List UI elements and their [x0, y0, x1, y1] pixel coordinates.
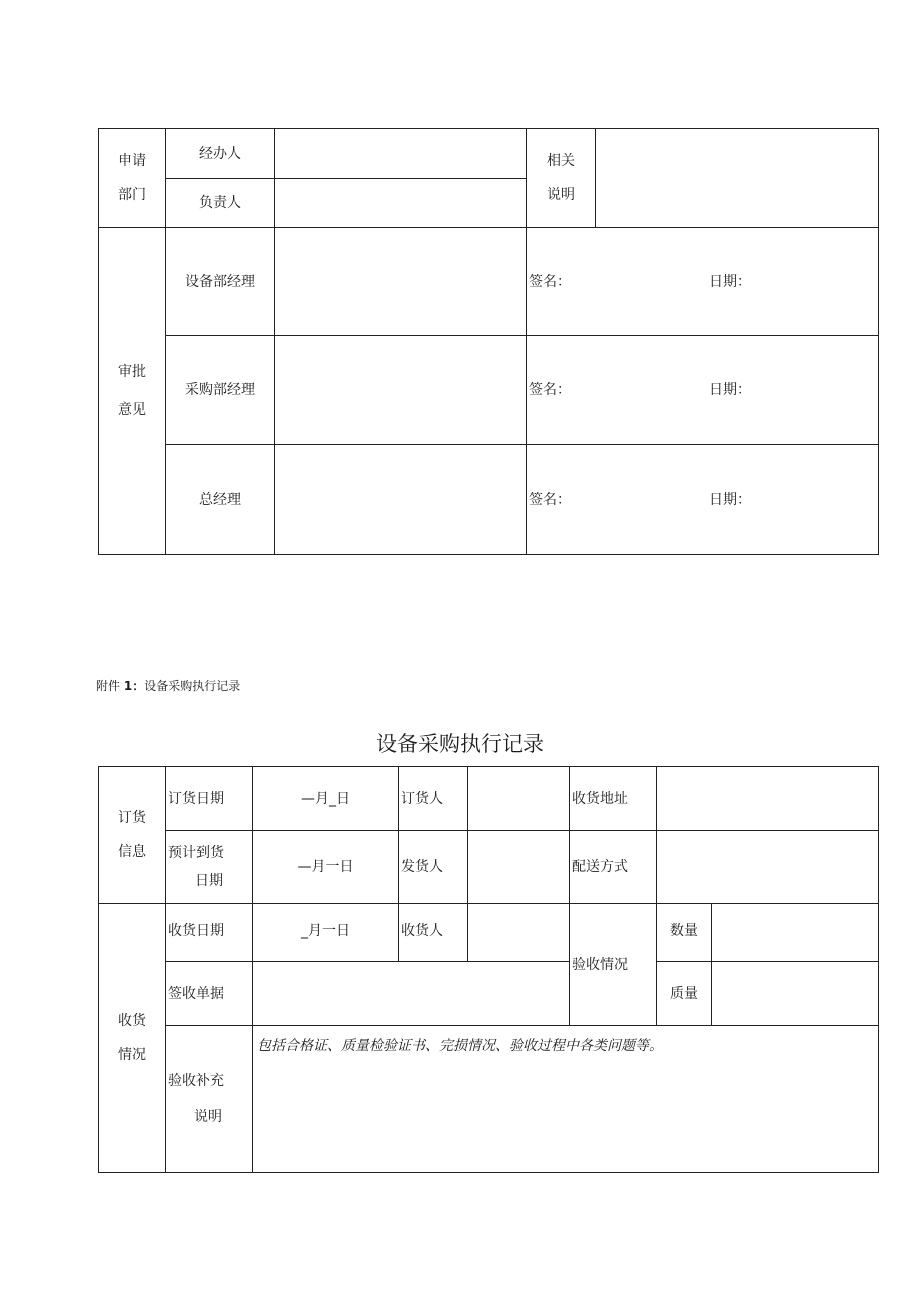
role-equipment-manager: 设备部经理: [166, 228, 275, 336]
expected-date-value[interactable]: —月一日: [253, 831, 399, 904]
sign-label: 签名：: [529, 382, 571, 398]
sign-doc-field[interactable]: [253, 962, 570, 1026]
receive-status-label: 收货 情况: [99, 904, 166, 1173]
opinion-field-equipment[interactable]: [275, 228, 527, 336]
form-title: 设备采购执行记录: [376, 732, 544, 756]
quality-label: 质量: [657, 962, 712, 1026]
order-date-value[interactable]: —月_日: [253, 767, 399, 831]
expected-date-label: 预计到货 日期: [166, 831, 253, 904]
shipper-label: 发货人: [399, 831, 468, 904]
receive-address-field[interactable]: [657, 767, 879, 831]
delivery-method-field[interactable]: [657, 831, 879, 904]
receiver-label: 收货人: [399, 904, 468, 962]
role-general-manager: 总经理: [166, 445, 275, 555]
supplement-hint: 包括合格证、质量检验证书、完损情况、验收过程中各类问题等。: [257, 1038, 663, 1054]
orderer-field[interactable]: [468, 767, 570, 831]
applicant-dept-label: 申请 部门: [99, 129, 166, 228]
role-procurement-manager: 采购部经理: [166, 336, 275, 445]
approval-opinion-label: 审批 意见: [99, 228, 166, 555]
sign-label: 签名：: [529, 491, 571, 508]
handler-label: 经办人: [166, 129, 275, 179]
orderer-label: 订货人: [399, 767, 468, 831]
supplement-label: 验收补充 说明: [166, 1026, 253, 1173]
date-label: 日期：: [709, 382, 751, 398]
date-label: 日期：: [709, 491, 751, 508]
receive-date-label: 收货日期: [166, 904, 253, 962]
responsible-field[interactable]: [275, 179, 527, 228]
date-label: 日期：: [709, 273, 751, 290]
handler-field[interactable]: [275, 129, 527, 179]
inspection-label: 验收情况: [570, 904, 657, 1026]
order-info-label: 订货 信息: [99, 767, 166, 904]
signature-cell-procurement[interactable]: [527, 336, 879, 445]
quality-field[interactable]: [712, 962, 879, 1026]
sign-doc-label: 签收单据: [166, 962, 253, 1026]
receiver-field[interactable]: [468, 904, 570, 962]
related-notes-label: 相关 说明: [527, 129, 596, 228]
supplement-field[interactable]: [253, 1026, 879, 1173]
receive-date-value[interactable]: _月一日: [253, 904, 399, 962]
approval-table: [98, 128, 879, 555]
purchase-record-table: [98, 766, 879, 1173]
signature-cell-equipment[interactable]: [527, 228, 879, 336]
opinion-field-procurement[interactable]: [275, 336, 527, 445]
receive-address-label: 收货地址: [570, 767, 657, 831]
quantity-label: 数量: [657, 904, 712, 962]
opinion-field-general[interactable]: [275, 445, 527, 555]
order-date-label: 订货日期: [166, 767, 253, 831]
delivery-method-label: 配送方式: [570, 831, 657, 904]
shipper-field[interactable]: [468, 831, 570, 904]
attachment-label: 附件 1：设备采购执行记录: [96, 679, 241, 693]
signature-cell-general[interactable]: [527, 445, 879, 555]
related-notes-field[interactable]: [596, 129, 879, 228]
responsible-label: 负责人: [166, 179, 275, 228]
sign-label: 签名：: [529, 273, 571, 290]
quantity-field[interactable]: [712, 904, 879, 962]
